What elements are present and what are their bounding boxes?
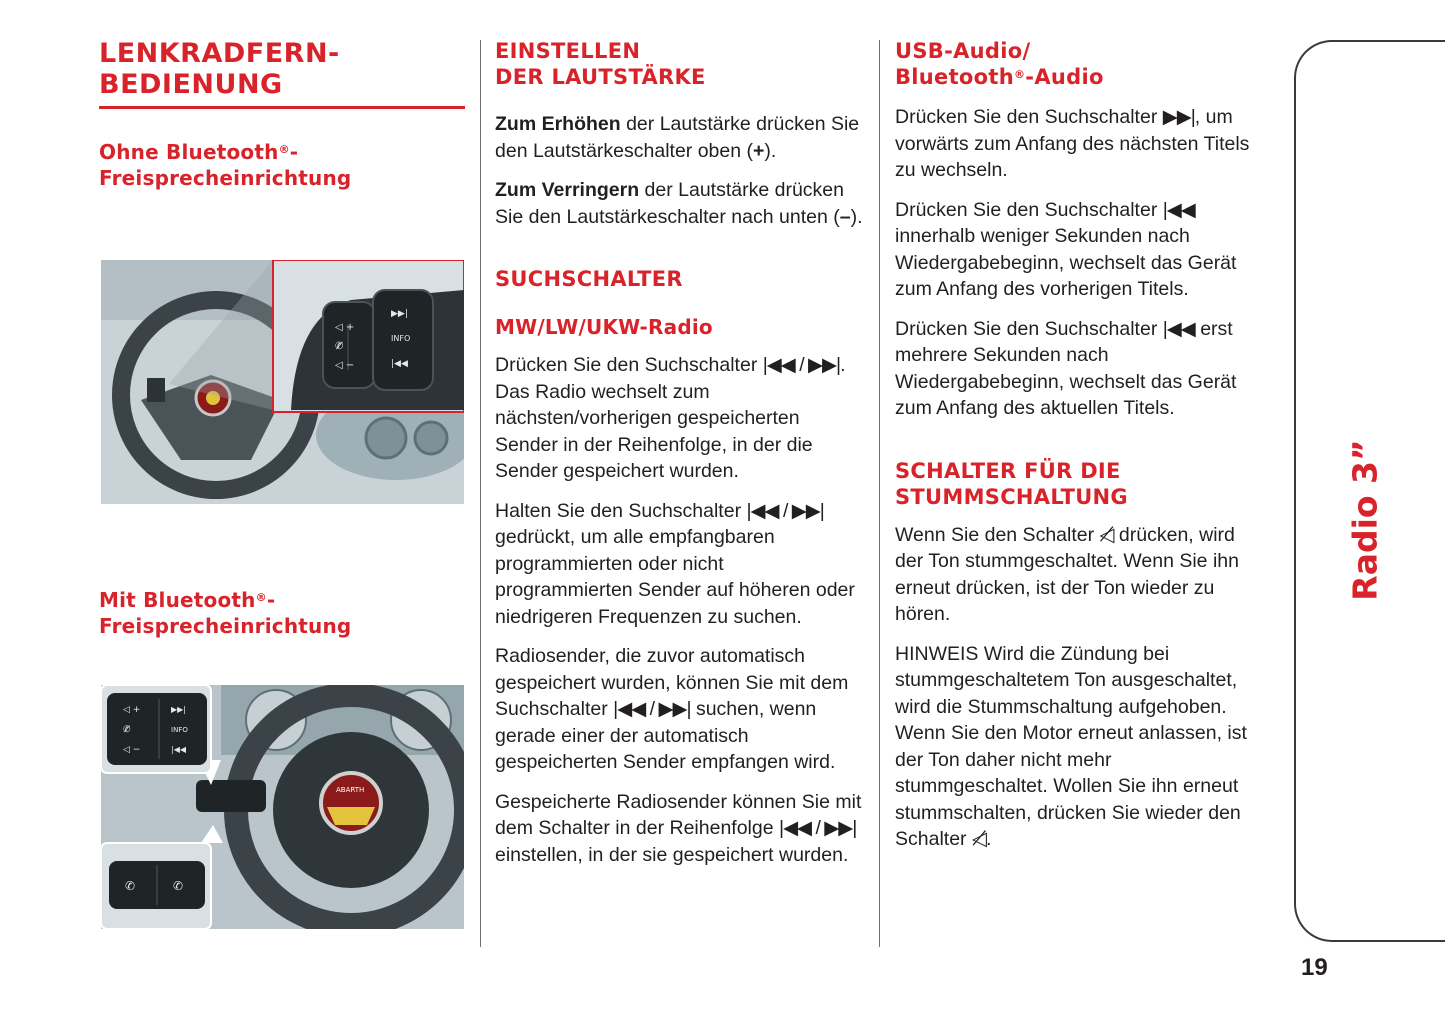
seek-buttons-icon: |◀◀ / ▶▶| (762, 354, 841, 376)
previous-track-icon: |◀◀ (1162, 198, 1195, 221)
img1-label-mute: ✆̸ (335, 341, 344, 352)
paragraph-text-2: . (985, 828, 992, 850)
paragraph-text-2: einstellen, in der sie gespeichert wurden. (495, 843, 849, 866)
paragraph-text-2: erst mehrere Sekunden nach Wiedergabebeginn, wechselt das Gerät zum Anfang des aktuellen Titels. (895, 317, 1237, 419)
seek-buttons-icon: |◀◀ / ▶▶| (746, 499, 824, 522)
title-line-1: LENKRADFERN- (99, 38, 340, 69)
paragraph-text: der Lautstärke drücken Sie den Lautstärkeschalter nach unten ( (495, 179, 844, 228)
mute-icon: ◁̸ (971, 828, 986, 850)
heading-dash: - (266, 588, 276, 612)
paragraph-text: Halten Sie den Suchschalter (495, 499, 747, 522)
img2-label-phone-call: ✆ (125, 879, 136, 893)
paragraph-end: ). (850, 205, 863, 228)
heading-text: Ohne Bluetooth (99, 140, 279, 164)
column-right (895, 38, 1267, 853)
heading-radio-bands: MW/LW/UKW-Radio (495, 315, 713, 339)
paragraph-text: Gespeicherte Radiosender können Sie mit dem Schalter in der Reihenfolge (495, 790, 862, 839)
paragraph-text-2: suchen, wenn gerade einer der automatisch gespeicherten Sender empfangen wird. (495, 698, 836, 773)
paragraph-volume-down (495, 177, 865, 230)
paragraph-text-2: gedrückt, um alle empfangbaren programmierten oder nicht programmierten Sender auf höheren oder niedrigeren Frequenzen zu suchen. (495, 526, 855, 628)
paragraph-volume-up (495, 111, 865, 164)
img1-label-vol-up: ◁ + (335, 322, 355, 333)
img2-label-mute: ✆̸ (123, 725, 131, 735)
heading-line-1: USB-Audio/ (895, 39, 1031, 63)
column-divider-2 (879, 40, 880, 947)
heading-line-2-end: -Audio (1025, 65, 1104, 89)
heading-text-2: Freisprecheinrichtung (99, 614, 352, 638)
paragraph-usb-prev (895, 197, 1267, 303)
paragraph-search-3 (495, 643, 865, 776)
paragraph-search-2 (495, 498, 865, 631)
paragraph-text-2: innerhalb weniger Sekunden nach Wiedergabebeginn, wechselt das Gerät zum Anfang des vorherigen Titels. (895, 225, 1237, 300)
seek-buttons-icon: |◀◀ / ▶▶| (613, 698, 691, 720)
img2-label-info: INFO (171, 726, 188, 734)
registered-mark: ® (1013, 68, 1026, 81)
bold-phrase: Zum Verringern (495, 179, 640, 201)
steering-wheel-illustration-bt (101, 685, 464, 929)
paragraph-text-2: , um vorwärts zum Anfang des nächsten Titels zu wechseln. (895, 106, 1250, 181)
img1-label-vol-down: ◁ − (335, 360, 355, 371)
column-divider-1 (480, 40, 481, 947)
paragraph-text: Drücken Sie den Suchschalter (495, 354, 763, 376)
heading-line-2: Bluetooth (895, 65, 1014, 89)
bold-phrase: Zum Erhöhen (495, 113, 621, 135)
paragraph-text: der Lautstärke drücken Sie den Lautstärkeschalter oben ( (495, 113, 860, 162)
paragraph-search-1 (495, 352, 865, 485)
paragraph-search-4 (495, 789, 865, 869)
heading-mute-switch (895, 458, 1267, 510)
img2-label-vol-down: ◁ − (123, 745, 141, 755)
img2-label-prev: |◀◀ (171, 745, 186, 754)
steering-wheel-photo-with-bluetooth (101, 685, 464, 929)
steering-wheel-illustration (101, 260, 464, 504)
mute-icon: ◁̸ (1099, 523, 1114, 546)
paragraph-text: Wenn Sie den Schalter (895, 523, 1100, 546)
registered-mark: ® (278, 143, 290, 156)
heading-volume (495, 38, 865, 90)
paragraph-text-2: drücken, wird der Ton stummgeschaltet. Wenn Sie ihn erneut drücken, ist der Ton wieder zu hören. (895, 523, 1239, 625)
heading-line-2: DER LAUTSTÄRKE (495, 65, 706, 89)
paragraph-mute (895, 522, 1267, 628)
img1-label-info: INFO (391, 334, 411, 343)
img2-label-phone-hangup: ✆ (173, 879, 184, 893)
img2-label-next: ▶▶| (171, 705, 186, 714)
previous-track-icon: |◀◀ (1162, 317, 1195, 340)
minus-symbol: – (839, 205, 851, 228)
heading-with-bluetooth (99, 587, 351, 639)
heading-usb-bluetooth-audio (895, 38, 1267, 90)
paragraph-text: HINWEIS Wird die Zündung bei stummgeschaltetem Ton ausgeschaltet, wird die Stummschaltung aufgehoben. Wenn Sie den Motor erneut anlassen, ist der Ton daher nicht mehr stummgeschaltet. Wollen Sie ihn erneut stummschalten, drücken Sie wieder den Schalter (895, 642, 1247, 850)
plus-symbol: + (753, 139, 765, 162)
paragraph-text: Radiosender, die zuvor automatisch gespeichert wurden, können Sie mit dem Suchschalter (495, 645, 849, 720)
paragraph-text-2: . Das Radio wechselt zum nächsten/vorherigen gespeicherten Sender in der Reihenfolge, in der die Sender gespeichert wurden. (495, 354, 846, 482)
column-middle (495, 38, 865, 868)
steering-wheel-photo-without-bluetooth (101, 260, 464, 504)
page-title (99, 38, 465, 100)
title-line-2: BEDIENUNG (99, 69, 283, 100)
heading-dash: - (289, 140, 299, 164)
paragraph-usb-restart (895, 316, 1267, 422)
chapter-tab-label: Radio 3” (1345, 439, 1385, 601)
heading-without-bluetooth (99, 139, 465, 191)
heading-line-2: STUMMSCHALTUNG (895, 484, 1128, 509)
heading-text: Mit Bluetooth (99, 588, 256, 612)
heading-line-1: EINSTELLEN (495, 39, 641, 63)
page-number: 19 (1301, 954, 1328, 981)
registered-mark: ® (255, 591, 267, 604)
img2-logo: ABARTH (336, 786, 365, 794)
paragraph-end: ). (764, 139, 777, 162)
img2-label-vol-up: ◁ + (123, 705, 141, 715)
paragraph-note (895, 641, 1267, 853)
paragraph-usb-next (895, 104, 1267, 184)
next-track-icon: ▶▶| (1162, 106, 1195, 128)
title-underline (99, 106, 465, 109)
heading-search-switch: SUCHSCHALTER (495, 267, 683, 291)
paragraph-text: Drücken Sie den Suchschalter (895, 317, 1163, 340)
paragraph-text: Drücken Sie den Suchschalter (895, 198, 1163, 221)
heading-line-1: SCHALTER FÜR DIE (895, 458, 1121, 483)
paragraph-text: Drücken Sie den Suchschalter (895, 106, 1163, 128)
img1-label-prev: |◀◀ (391, 359, 408, 369)
heading-text-2: Freisprecheinrichtung (99, 166, 352, 190)
img1-label-next: ▶▶| (391, 309, 408, 319)
seek-buttons-icon: |◀◀ / ▶▶| (779, 817, 857, 839)
